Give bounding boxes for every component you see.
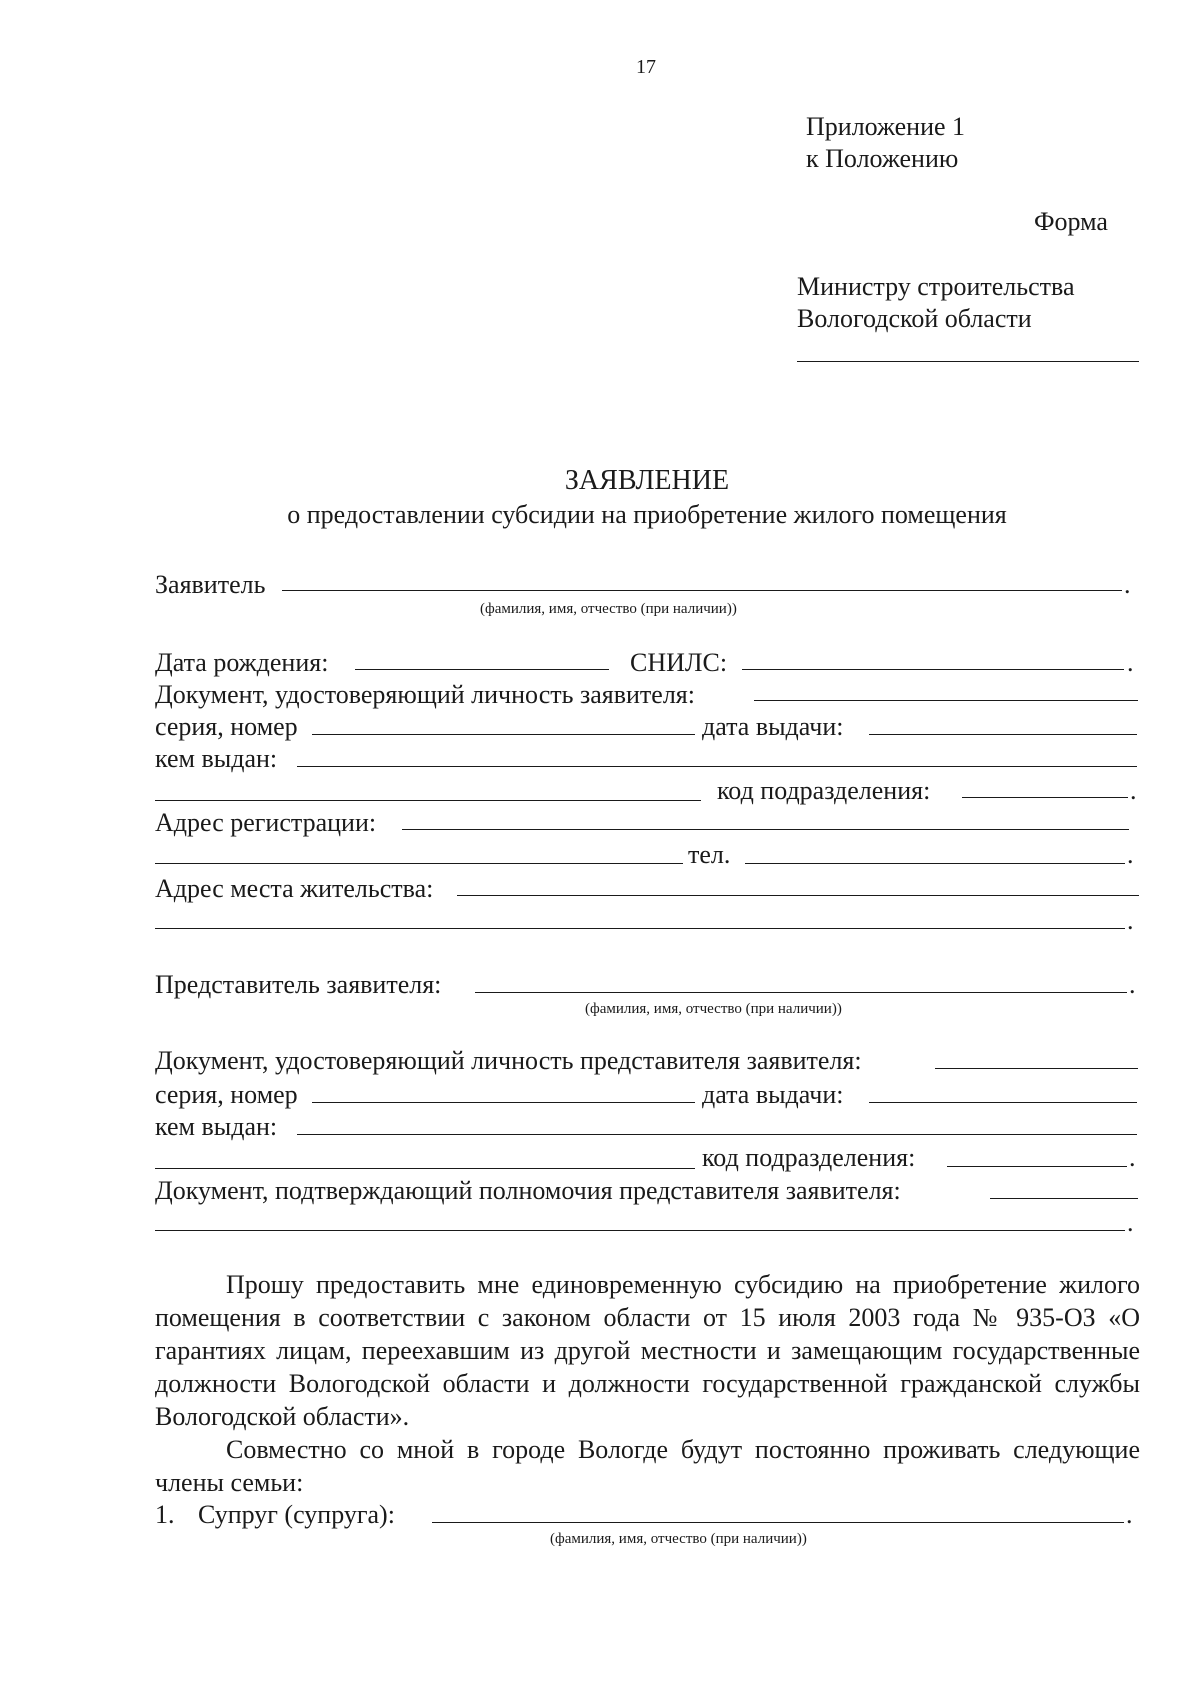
rep-series-number-line[interactable] (312, 1102, 695, 1103)
spouse-name-line[interactable] (432, 1522, 1124, 1523)
rep-issue-date-line[interactable] (869, 1102, 1137, 1103)
request-text: Прошу предоставить мне единовременную субсидию на приобретение жилого помещения в соответствии с законом области от 15 июля 2003 года № 935-ОЗ «О гарантиях лицам, переехавшим из другой местности и замещающим государственные должности Вологодской области и должности государственной гражданской службы Вологодской области». (155, 1270, 1140, 1431)
dot: . (1129, 970, 1136, 999)
representative-label: Представитель заявителя: (155, 970, 442, 999)
family-item-number: 1. (155, 1500, 175, 1529)
document-title: ЗАЯВЛЕНИЕ (564, 465, 730, 496)
regulation-label: к Положению (806, 144, 959, 173)
authority-doc-line-2[interactable] (155, 1230, 1125, 1231)
issued-by-line-2[interactable] (155, 800, 701, 801)
form-label: Форма (1034, 207, 1108, 236)
rep-division-code-line[interactable] (947, 1166, 1127, 1167)
request-paragraph (155, 1268, 1140, 1499)
series-number-label: серия, номер (155, 712, 298, 741)
dot: . (1130, 776, 1137, 805)
birth-date-label: Дата рождения: (155, 648, 329, 677)
appendix-label: Приложение 1 (806, 112, 966, 141)
authority-doc-label: Документ, подтверждающий полномочия представителя заявителя: (155, 1176, 901, 1205)
representative-id-doc-line[interactable] (935, 1068, 1138, 1069)
addressee-line-1: Министру строительства (797, 272, 1075, 301)
applicant-id-doc-line[interactable] (754, 700, 1138, 701)
dot: . (1126, 1500, 1133, 1529)
issued-by-line[interactable] (297, 766, 1137, 767)
spouse-fio-hint: (фамилия, имя, отчество (при наличии)) (550, 1531, 807, 1547)
representative-id-doc-label: Документ, удостоверяющий личность представителя заявителя: (155, 1046, 862, 1075)
rep-division-code-label: код подразделения: (702, 1143, 916, 1172)
residence-address-label: Адрес места жительства: (155, 874, 434, 903)
rep-issued-by-line-2[interactable] (155, 1168, 695, 1169)
rep-issued-by-line[interactable] (297, 1134, 1137, 1135)
dot: . (1124, 570, 1131, 599)
residence-address-line-2[interactable] (155, 928, 1125, 929)
representative-name-line[interactable] (475, 992, 1127, 993)
snils-line[interactable] (742, 669, 1124, 670)
phone-line[interactable] (745, 863, 1125, 864)
residence-address-line[interactable] (457, 895, 1139, 896)
series-number-line[interactable] (312, 734, 695, 735)
division-code-line[interactable] (962, 797, 1128, 798)
phone-label: тел. (688, 840, 731, 869)
rep-series-number-label: серия, номер (155, 1080, 298, 1109)
registration-address-line-2[interactable] (155, 863, 683, 864)
rep-issue-date-label: дата выдачи: (702, 1080, 844, 1109)
addressee-line-2: Вологодской области (797, 304, 1032, 333)
document-subtitle: о предоставлении субсидии на приобретение жилого помещения (287, 500, 1007, 529)
dot: . (1129, 1143, 1136, 1172)
applicant-name-line[interactable] (282, 590, 1122, 591)
issue-date-label: дата выдачи: (702, 712, 844, 741)
issued-by-label: кем выдан: (155, 744, 278, 773)
issue-date-line[interactable] (869, 734, 1137, 735)
addressee-name-line[interactable] (797, 361, 1139, 362)
applicant-label: Заявитель (155, 570, 266, 599)
snils-label: СНИЛС: (630, 648, 728, 677)
dot: . (1127, 906, 1134, 935)
representative-fio-hint: (фамилия, имя, отчество (при наличии)) (585, 1001, 842, 1017)
registration-address-line[interactable] (402, 829, 1129, 830)
dot: . (1127, 1208, 1134, 1237)
applicant-id-doc-label: Документ, удостоверяющий личность заявителя: (155, 680, 695, 709)
rep-issued-by-label: кем выдан: (155, 1112, 278, 1141)
spouse-label: Супруг (супруга): (198, 1500, 395, 1529)
family-text: Совместно со мной в городе Вологде будут постоянно проживать следующие члены семьи: (155, 1435, 1140, 1497)
division-code-label: код подразделения: (717, 776, 931, 805)
birth-date-line[interactable] (355, 669, 609, 670)
applicant-fio-hint: (фамилия, имя, отчество (при наличии)) (480, 601, 737, 617)
dot: . (1127, 840, 1134, 869)
authority-doc-line[interactable] (990, 1198, 1138, 1199)
registration-address-label: Адрес регистрации: (155, 808, 377, 837)
dot: . (1127, 648, 1134, 677)
page-number: 17 (636, 56, 656, 78)
